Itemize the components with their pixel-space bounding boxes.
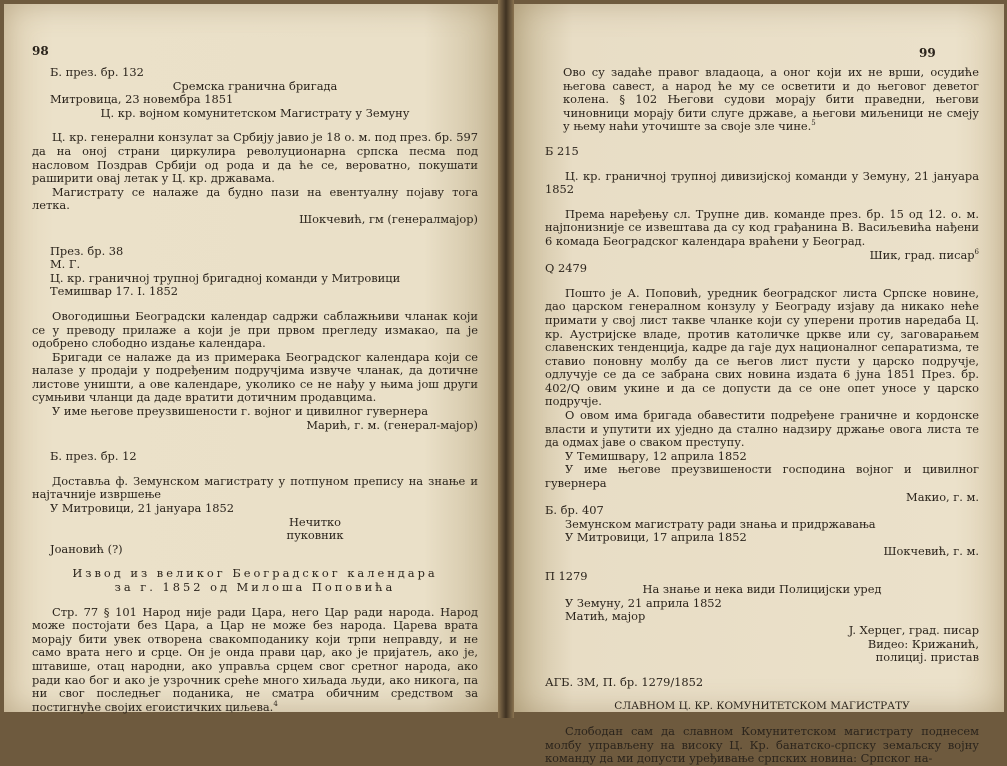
- paragraph: У име његове преузвишености г. војног и цивилног гувернера: [52, 404, 429, 419]
- signer-rank: пуковник: [286, 528, 344, 543]
- signature: J. Херцег, град. писар: [848, 622, 979, 637]
- doc-place-date: У Земуну, 21 априла 1852: [565, 595, 722, 610]
- paragraph: Бригади се налаже да из примерака Београдског календара који се налазе у продаји у подређеним подручјима извуче чланак, да дотичне листове уништи, а ове календаре, уколико се не нађу у њима још други сумњиви чланци да даде вратити дотичним продавцима.: [32, 349, 478, 405]
- footnote-marker: 6: [974, 247, 979, 256]
- doc-reference: През. бр. 38: [50, 243, 124, 258]
- doc-unit: Сремска гранична бригада: [172, 78, 338, 93]
- footnote-marker: 5: [811, 119, 816, 128]
- page-number: 99: [919, 46, 936, 60]
- signature: Марић, г. м. (генерал-мајор): [306, 417, 478, 432]
- doc-addressee: Ц. кр. војном комунитетском Магистрату у Земуну: [100, 105, 410, 120]
- page-number: 98: [32, 44, 49, 58]
- doc-addressee: Ц. кр. граничној трупној бригадној команди у Митровици: [50, 270, 401, 285]
- paragraph: У име његове преузвишености господина војног и цивилног гувернера: [545, 462, 979, 491]
- excerpt-title: за г. 1852 од Милоша Поповића: [114, 580, 396, 594]
- doc-place-date: У Митровици, 17 априла 1852: [565, 530, 747, 545]
- doc-reference: Б. през. бр. 132: [50, 65, 144, 79]
- signature: Видео: Крижанић,: [867, 636, 979, 651]
- excerpt-title: Извод из великог Београдског календара: [72, 566, 438, 581]
- footnote-marker: 4: [273, 699, 278, 708]
- archive-reference: АГБ. ЗМ, П. бр. 1279/1852: [545, 674, 704, 689]
- letter-title: СЛАВНОМ Ц. КР. КОМУНИТЕТСКОМ МАГИСТРАТУ: [614, 700, 910, 713]
- paragraph: На знање и нека види Полицијски уред: [642, 582, 882, 597]
- doc-reference: П 1279: [545, 568, 588, 583]
- doc-place-date: У Митровици, 21 јануара 1852: [50, 501, 234, 516]
- doc-reference: М. Г.: [50, 257, 81, 272]
- paragraph: Пошто је А. Поповић, уредник београдског листа Српске новине, дао царском генералном конзулу у Београду изјаву да никако неће примати у свој лист такве чланке који су уперени против наредаба Ц. кр. Аустријске владе, против католичке цркве или су, заговарањем славенских тенденција, кадре да гаје дух националног сепаратизма, те ставио поновну молбу да се његов лист пусти у царско подручје, одлучује се да се забрана свих новина издата 6 јуна 1851 През. бр. 402/Q овим укине и да се допусти да се оне опет уносе у царско подручје.: [545, 285, 979, 409]
- paragraph: Слободан сам да славном Комунитетском магистрату поднесем молбу управљену на високу Ц. Кр. банатско-српску земаљску војну команду да ми допусти уређивање српских новина: Српског на-: [545, 723, 979, 766]
- doc-reference: Б. бр. 407: [545, 503, 604, 518]
- signer-name: Нечитко: [288, 514, 342, 529]
- paragraph: Према наређењу сл. Трупне див. команде през. бр. 15 од 12. о. м. најпонизније се извештава да су код грађанина В. Васиљевића нађени 6 комада Београдског календара враћени у Београд.: [545, 206, 979, 248]
- right-page: [514, 4, 1004, 766]
- paragraph: Ово су задаће правог владаоца, а оног који их не врши, осудиће његова савест, а народ ће му се осветити и до његовог деветог колена. § 102 Његови судови морају бити праведни, његови чиновници морају бити слуге државе, а његови миљеници не смеју у њему наћи уточиште за своје зле чине.$^5$: [563, 65, 979, 134]
- paragraph: Магистрату се налаже да будно пази на евентуалну појаву тога летка.: [32, 184, 478, 213]
- doc-reference: Q 2479: [545, 261, 587, 276]
- signer: Матић, мајор: [565, 609, 646, 624]
- paragraph: Достављa ф. Земунском магистрату у потпуном препису на знање и најтачније извршење: [32, 473, 478, 502]
- doc-reference: Б. през. бр. 12: [50, 449, 137, 464]
- paragraph: Ц. кр. генерални конзулат за Србију јавио је 18 о. м. под през. бр. 597 да на оној страни циркулира револуционарна српска песма под насловом Поздрав Србији од рода и да ће се, вероватно, покушати раширити овај летак у Ц. кр. државама.: [32, 130, 478, 186]
- doc-reference: Б 215: [545, 143, 579, 158]
- book-spread: [4, 0, 1004, 766]
- signature: Макио, г. м.: [906, 489, 979, 504]
- paragraph: Земунском магистрату ради знања и придржавања: [565, 516, 876, 531]
- signature: полициј. пристав: [875, 650, 979, 665]
- doc-addressee: Ц. кр. граничној трупној дивизијској команди у Земуну, 21 јануара 1852: [545, 168, 979, 197]
- signature: Шокчевић, г. м.: [883, 544, 979, 558]
- left-page-text: [32, 66, 478, 714]
- book-gutter: [498, 0, 514, 718]
- signature: Шик, град. писар$^6$: [869, 247, 979, 262]
- paragraph: О овом има бригада обавестити подређене граничне и кордонске власти и упутити их уједно да стално надзиру држање овога листа те да одмах јаве о сваком преступу.: [545, 408, 979, 450]
- copyist: Јоановић (?): [50, 541, 123, 556]
- doc-place-date: У Темишвару, 12 априла 1852: [565, 448, 747, 463]
- doc-place-date: Темишвар 17. I. 1852: [50, 284, 178, 299]
- left-page: [4, 4, 498, 712]
- doc-place-date: Митровица, 23 новембра 1851: [50, 92, 234, 107]
- signature: Шокчевић, гм (генералмајор): [299, 211, 478, 226]
- excerpt-paragraph: Стр. 77 § 101 Народ није ради Цара, него Цар ради народа. Народ може постојати без Цара, а Цар не може без народа. Царева врата морају бити увек отворена свакомподанику који трпи неправду, и не само врата него и срце. Он је онда прави цар, ако је пријатељ, ако је, штавише, отац народни, ако управља срцем свог сретног народа, ако ради као бог и ако је узрочник среће много хиљада људи, ако никога, па ни свог последњег поданика, не сматра обичним средством за постигнуће својих егоистичких циљева.$^4$: [32, 604, 478, 714]
- right-page-text: [545, 66, 979, 766]
- paragraph: Овогодишњи Београдски календар садржи саблажњиви чланак који се у преводу прилаже а који је при првом прегледу измакао, па је одобрено слободно издање календара.: [32, 308, 478, 351]
